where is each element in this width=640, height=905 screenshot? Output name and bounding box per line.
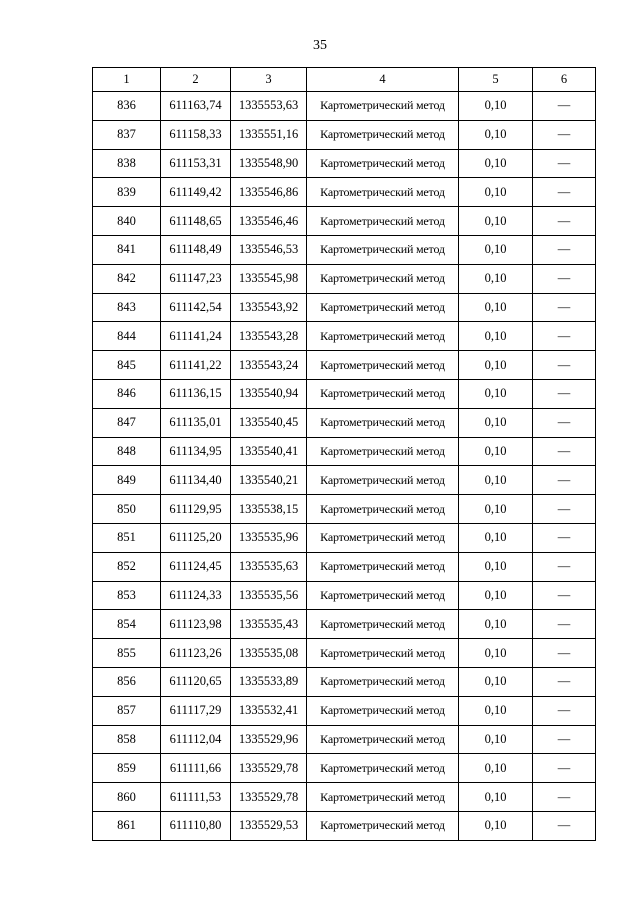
cell-accuracy: 0,10 [459, 322, 533, 351]
cell-y-coordinate: 1335529,78 [231, 754, 307, 783]
table-row [93, 120, 596, 149]
cell-y-coordinate: 1335535,43 [231, 610, 307, 639]
cell-x-coordinate: 611134,40 [161, 466, 231, 495]
cell-description: — [533, 610, 596, 639]
table-row [93, 523, 596, 552]
cell-description: — [533, 293, 596, 322]
cell-method: Картометрический метод [307, 466, 459, 495]
cell-description: — [533, 120, 596, 149]
cell-y-coordinate: 1335540,94 [231, 379, 307, 408]
cell-x-coordinate: 611142,54 [161, 293, 231, 322]
table-row [93, 783, 596, 812]
cell-x-coordinate: 611141,24 [161, 322, 231, 351]
cell-x-coordinate: 611123,26 [161, 639, 231, 668]
cell-point-number: 845 [93, 351, 161, 380]
table-row [93, 437, 596, 466]
cell-description: — [533, 667, 596, 696]
cell-method: Картометрический метод [307, 207, 459, 236]
table-row [93, 639, 596, 668]
cell-method: Картометрический метод [307, 610, 459, 639]
cell-method: Картометрический метод [307, 523, 459, 552]
cell-method: Картометрический метод [307, 149, 459, 178]
cell-y-coordinate: 1335551,16 [231, 120, 307, 149]
cell-x-coordinate: 611149,42 [161, 178, 231, 207]
cell-method: Картометрический метод [307, 322, 459, 351]
table-row [93, 811, 596, 840]
cell-point-number: 860 [93, 783, 161, 812]
cell-accuracy: 0,10 [459, 178, 533, 207]
cell-x-coordinate: 611124,33 [161, 581, 231, 610]
cell-y-coordinate: 1335553,63 [231, 92, 307, 121]
cell-x-coordinate: 611136,15 [161, 379, 231, 408]
cell-point-number: 857 [93, 696, 161, 725]
cell-point-number: 837 [93, 120, 161, 149]
table-row [93, 667, 596, 696]
cell-x-coordinate: 611111,66 [161, 754, 231, 783]
cell-y-coordinate: 1335546,46 [231, 207, 307, 236]
table-header-row [93, 68, 596, 92]
cell-y-coordinate: 1335543,92 [231, 293, 307, 322]
cell-accuracy: 0,10 [459, 466, 533, 495]
cell-description: — [533, 379, 596, 408]
cell-point-number: 840 [93, 207, 161, 236]
cell-x-coordinate: 611148,49 [161, 235, 231, 264]
table-row [93, 293, 596, 322]
cell-accuracy: 0,10 [459, 725, 533, 754]
table-row [93, 207, 596, 236]
cell-y-coordinate: 1335535,63 [231, 552, 307, 581]
table-row [93, 235, 596, 264]
cell-y-coordinate: 1335545,98 [231, 264, 307, 293]
cell-x-coordinate: 611120,65 [161, 667, 231, 696]
cell-description: — [533, 754, 596, 783]
cell-description: — [533, 351, 596, 380]
cell-method: Картометрический метод [307, 811, 459, 840]
cell-x-coordinate: 611117,29 [161, 696, 231, 725]
cell-x-coordinate: 611124,45 [161, 552, 231, 581]
table-row [93, 351, 596, 380]
cell-method: Картометрический метод [307, 783, 459, 812]
cell-accuracy: 0,10 [459, 610, 533, 639]
table-row [93, 552, 596, 581]
table-row [93, 149, 596, 178]
cell-accuracy: 0,10 [459, 754, 533, 783]
cell-accuracy: 0,10 [459, 92, 533, 121]
cell-point-number: 844 [93, 322, 161, 351]
cell-y-coordinate: 1335543,28 [231, 322, 307, 351]
cell-y-coordinate: 1335540,45 [231, 408, 307, 437]
cell-point-number: 846 [93, 379, 161, 408]
table-row [93, 322, 596, 351]
cell-y-coordinate: 1335535,96 [231, 523, 307, 552]
cell-description: — [533, 149, 596, 178]
cell-accuracy: 0,10 [459, 120, 533, 149]
cell-x-coordinate: 611111,53 [161, 783, 231, 812]
table-row [93, 754, 596, 783]
header-cell-y-coordinate: 3 [231, 68, 307, 92]
cell-point-number: 861 [93, 811, 161, 840]
cell-y-coordinate: 1335540,21 [231, 466, 307, 495]
cell-accuracy: 0,10 [459, 581, 533, 610]
cell-x-coordinate: 611153,31 [161, 149, 231, 178]
cell-method: Картометрический метод [307, 293, 459, 322]
header-cell-x-coordinate: 2 [161, 68, 231, 92]
cell-x-coordinate: 611148,65 [161, 207, 231, 236]
cell-point-number: 858 [93, 725, 161, 754]
cell-method: Картометрический метод [307, 178, 459, 207]
cell-point-number: 843 [93, 293, 161, 322]
cell-method: Картометрический метод [307, 581, 459, 610]
cell-description: — [533, 235, 596, 264]
cell-method: Картометрический метод [307, 120, 459, 149]
cell-point-number: 842 [93, 264, 161, 293]
cell-method: Картометрический метод [307, 379, 459, 408]
cell-method: Картометрический метод [307, 408, 459, 437]
cell-method: Картометрический метод [307, 639, 459, 668]
cell-point-number: 849 [93, 466, 161, 495]
table-row [93, 581, 596, 610]
cell-point-number: 850 [93, 495, 161, 524]
cell-description: — [533, 523, 596, 552]
cell-y-coordinate: 1335538,15 [231, 495, 307, 524]
cell-x-coordinate: 611135,01 [161, 408, 231, 437]
cell-point-number: 855 [93, 639, 161, 668]
cell-accuracy: 0,10 [459, 207, 533, 236]
cell-description: — [533, 322, 596, 351]
cell-y-coordinate: 1335543,24 [231, 351, 307, 380]
cell-description: — [533, 783, 596, 812]
cell-accuracy: 0,10 [459, 495, 533, 524]
cell-accuracy: 0,10 [459, 437, 533, 466]
cell-description: — [533, 552, 596, 581]
table-row [93, 610, 596, 639]
cell-method: Картометрический метод [307, 696, 459, 725]
table-row [93, 725, 596, 754]
cell-accuracy: 0,10 [459, 351, 533, 380]
cell-point-number: 841 [93, 235, 161, 264]
cell-accuracy: 0,10 [459, 696, 533, 725]
page-number: 35 [313, 38, 327, 53]
cell-point-number: 847 [93, 408, 161, 437]
table-row [93, 178, 596, 207]
table-row [93, 696, 596, 725]
cell-point-number: 836 [93, 92, 161, 121]
table-row [93, 408, 596, 437]
cell-y-coordinate: 1335529,53 [231, 811, 307, 840]
cell-accuracy: 0,10 [459, 783, 533, 812]
cell-description: — [533, 581, 596, 610]
cell-y-coordinate: 1335546,86 [231, 178, 307, 207]
cell-point-number: 848 [93, 437, 161, 466]
cell-accuracy: 0,10 [459, 293, 533, 322]
header-cell-point-number: 1 [93, 68, 161, 92]
table-row [93, 466, 596, 495]
cell-method: Картометрический метод [307, 754, 459, 783]
cell-description: — [533, 178, 596, 207]
cell-x-coordinate: 611129,95 [161, 495, 231, 524]
cell-method: Картометрический метод [307, 667, 459, 696]
cell-method: Картометрический метод [307, 437, 459, 466]
cell-x-coordinate: 611147,23 [161, 264, 231, 293]
cell-description: — [533, 92, 596, 121]
cell-point-number: 856 [93, 667, 161, 696]
cell-method: Картометрический метод [307, 264, 459, 293]
cell-x-coordinate: 611125,20 [161, 523, 231, 552]
cell-accuracy: 0,10 [459, 235, 533, 264]
cell-description: — [533, 264, 596, 293]
cell-y-coordinate: 1335529,96 [231, 725, 307, 754]
cell-method: Картометрический метод [307, 495, 459, 524]
cell-x-coordinate: 611134,95 [161, 437, 231, 466]
cell-description: — [533, 495, 596, 524]
table-row [93, 92, 596, 121]
cell-y-coordinate: 1335540,41 [231, 437, 307, 466]
table-row [93, 379, 596, 408]
table-row [93, 495, 596, 524]
cell-x-coordinate: 611158,33 [161, 120, 231, 149]
cell-point-number: 853 [93, 581, 161, 610]
cell-method: Картометрический метод [307, 552, 459, 581]
cell-description: — [533, 207, 596, 236]
cell-x-coordinate: 611141,22 [161, 351, 231, 380]
cell-accuracy: 0,10 [459, 667, 533, 696]
cell-description: — [533, 466, 596, 495]
cell-y-coordinate: 1335548,90 [231, 149, 307, 178]
cell-description: — [533, 696, 596, 725]
cell-description: — [533, 725, 596, 754]
cell-y-coordinate: 1335535,08 [231, 639, 307, 668]
cell-accuracy: 0,10 [459, 811, 533, 840]
header-cell-method: 4 [307, 68, 459, 92]
cell-y-coordinate: 1335529,78 [231, 783, 307, 812]
cell-accuracy: 0,10 [459, 149, 533, 178]
header-cell-description: 6 [533, 68, 596, 92]
header-cell-accuracy: 5 [459, 68, 533, 92]
cell-x-coordinate: 611112,04 [161, 725, 231, 754]
cell-point-number: 852 [93, 552, 161, 581]
cell-accuracy: 0,10 [459, 523, 533, 552]
cell-accuracy: 0,10 [459, 379, 533, 408]
cell-accuracy: 0,10 [459, 408, 533, 437]
cell-point-number: 839 [93, 178, 161, 207]
cell-method: Картометрический метод [307, 725, 459, 754]
cell-x-coordinate: 611110,80 [161, 811, 231, 840]
cell-description: — [533, 639, 596, 668]
cell-y-coordinate: 1335535,56 [231, 581, 307, 610]
cell-method: Картометрический метод [307, 235, 459, 264]
cell-accuracy: 0,10 [459, 552, 533, 581]
cell-point-number: 854 [93, 610, 161, 639]
cell-description: — [533, 437, 596, 466]
cell-y-coordinate: 1335533,89 [231, 667, 307, 696]
cell-point-number: 851 [93, 523, 161, 552]
cell-method: Картометрический метод [307, 351, 459, 380]
cell-x-coordinate: 611163,74 [161, 92, 231, 121]
cell-y-coordinate: 1335546,53 [231, 235, 307, 264]
coordinates-table [92, 67, 596, 841]
cell-point-number: 838 [93, 149, 161, 178]
cell-y-coordinate: 1335532,41 [231, 696, 307, 725]
cell-accuracy: 0,10 [459, 639, 533, 668]
cell-x-coordinate: 611123,98 [161, 610, 231, 639]
cell-description: — [533, 811, 596, 840]
cell-description: — [533, 408, 596, 437]
cell-accuracy: 0,10 [459, 264, 533, 293]
table-row [93, 264, 596, 293]
cell-method: Картометрический метод [307, 92, 459, 121]
cell-point-number: 859 [93, 754, 161, 783]
